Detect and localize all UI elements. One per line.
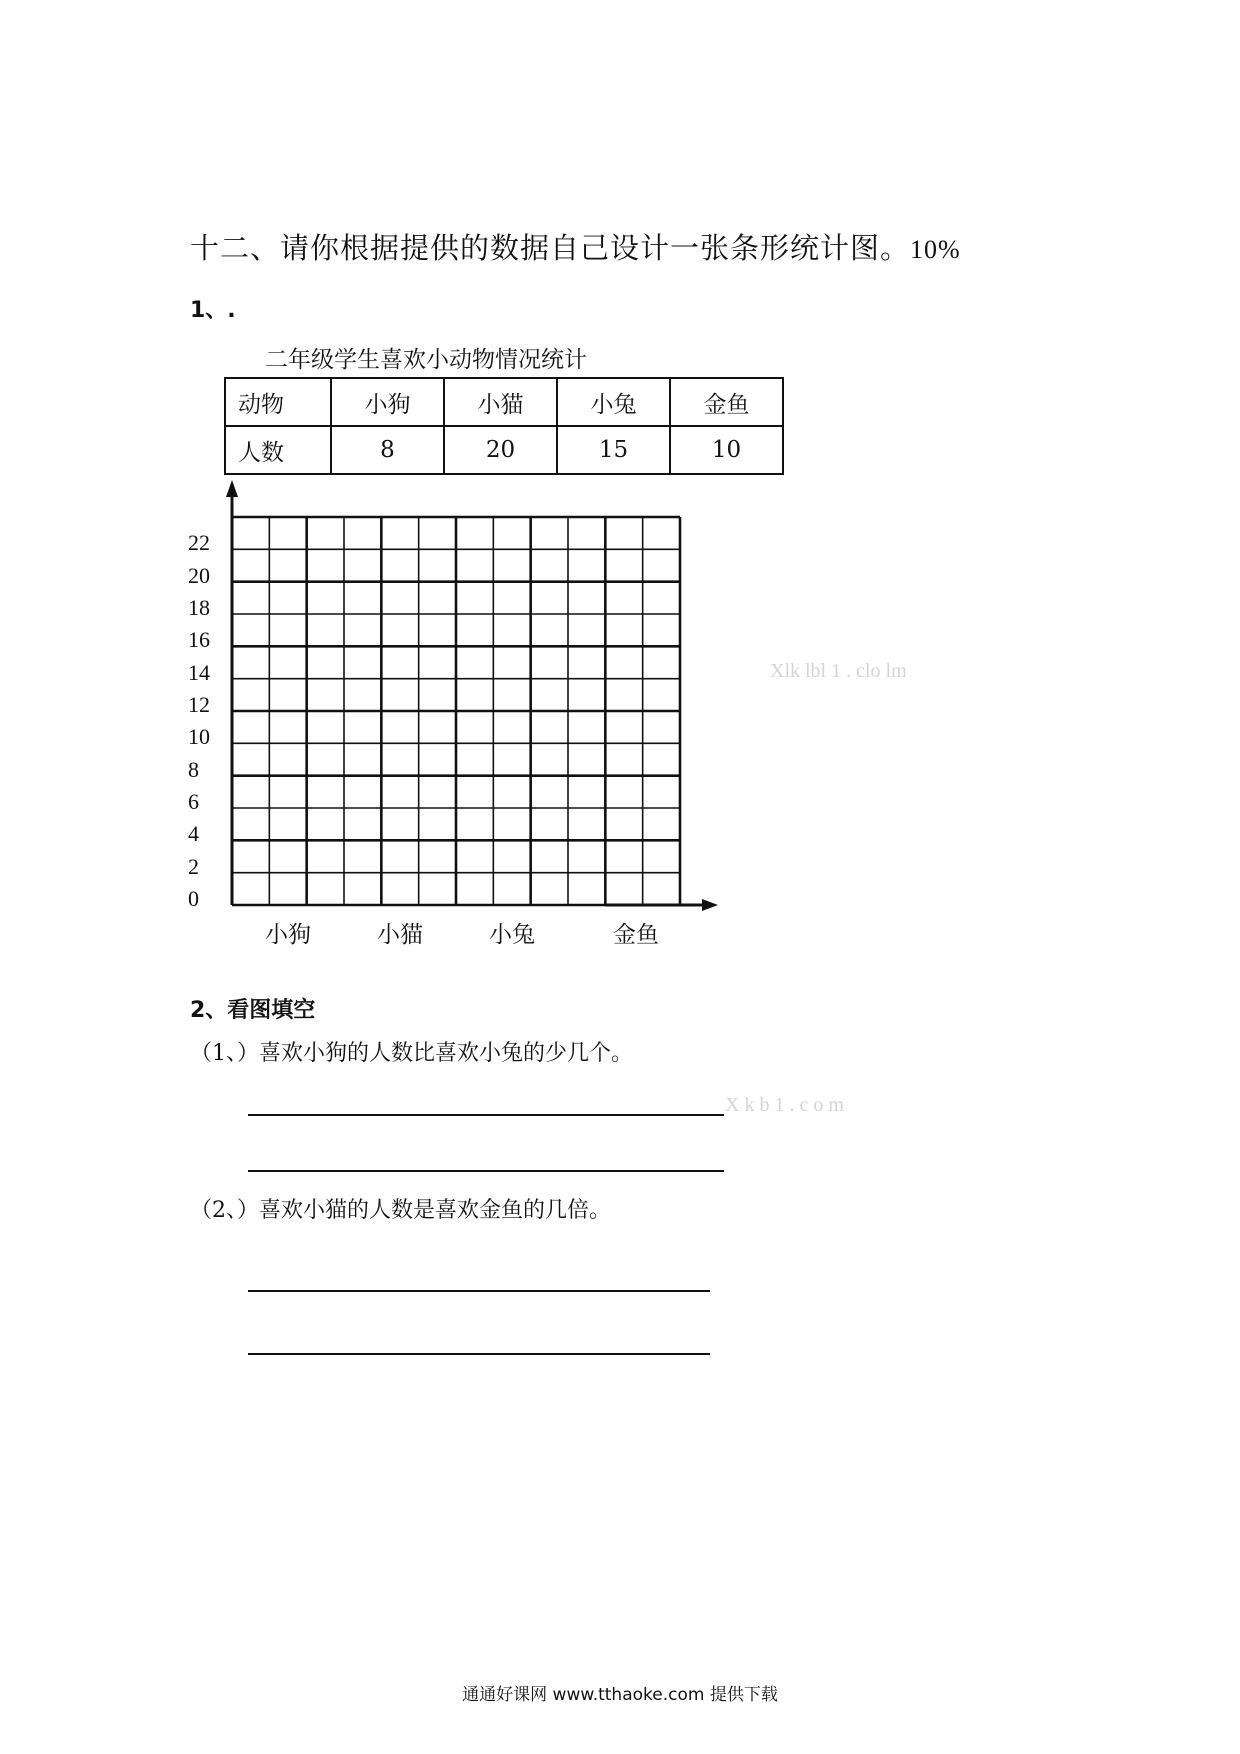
x-category-label: 金鱼 [613, 922, 659, 948]
x-category-label: 小猫 [377, 922, 423, 948]
answer-line[interactable] [248, 1170, 724, 1172]
watermark-text: Xlk lbl 1 . clo lm [770, 660, 907, 682]
table-title: 二年级学生喜欢小动物情况统计 [265, 347, 587, 373]
x-category-label: 小兔 [489, 922, 535, 948]
y-tick-label: 10 [188, 724, 210, 750]
table-cell: 10 [670, 426, 783, 474]
x-axis-arrow [702, 899, 718, 911]
answer-line[interactable] [248, 1353, 710, 1355]
x-category-label: 小狗 [265, 922, 311, 948]
table-cell: 动物 [225, 378, 331, 426]
heading-percent: 10% [910, 235, 961, 264]
y-tick-label: 8 [188, 756, 199, 782]
y-tick-label: 0 [188, 886, 199, 911]
y-tick-label: 4 [188, 821, 199, 847]
sub-question-2: （2、）喜欢小猫的人数是喜欢金鱼的几倍。 [190, 1198, 611, 1223]
y-tick-label: 16 [188, 627, 210, 653]
table-cell: 人数 [225, 426, 331, 474]
y-tick-label: 22 [188, 530, 210, 556]
table-cell: 金鱼 [670, 378, 783, 426]
table-cell: 8 [331, 426, 444, 474]
y-axis-arrow [226, 480, 238, 497]
watermark-text: X k b 1 . c o m [725, 1094, 844, 1116]
y-tick-label: 2 [188, 853, 199, 879]
question-2-label: 2、看图填空 [190, 998, 316, 1023]
table-cell: 小狗 [331, 378, 444, 426]
y-tick-label: 20 [188, 562, 210, 588]
sub-question-1: （1、）喜欢小狗的人数比喜欢小兔的少几个。 [190, 1041, 633, 1066]
table-cell: 20 [444, 426, 557, 474]
y-tick-label: 18 [188, 595, 210, 620]
y-tick-label: 12 [188, 692, 210, 717]
table-cell: 小猫 [444, 378, 557, 426]
y-tick-label: 14 [188, 659, 210, 685]
table-cell: 小兔 [557, 378, 670, 426]
footer-credit: 通通好课网 www.tthaoke.com 提供下载 [462, 1685, 778, 1705]
question-1-label: 1、. [190, 298, 236, 323]
answer-line[interactable] [248, 1114, 724, 1116]
answer-line[interactable] [248, 1290, 710, 1292]
y-tick-label: 6 [188, 789, 199, 814]
table-cell: 15 [557, 426, 670, 474]
heading-text: 十二、请你根据提供的数据自己设计一张条形统计图。 [190, 231, 911, 265]
